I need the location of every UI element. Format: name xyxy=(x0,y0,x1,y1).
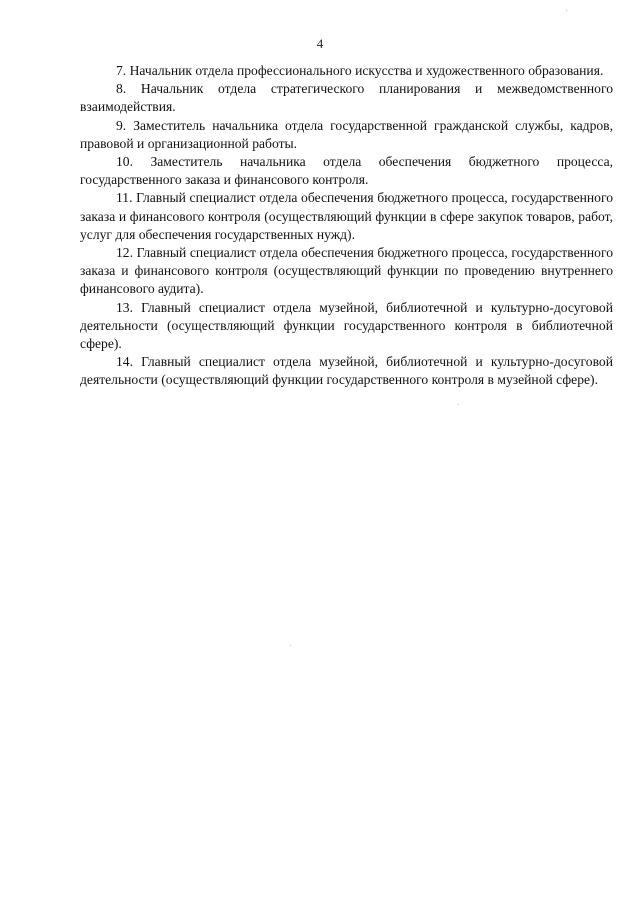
list-item: 11. Главный специалист отдела обеспечения бюджетного процесса, государственного заказа и финансового контроля (осуществляющий функции в сфере закупок товаров, работ, услуг для обеспечения государственных нужд). xyxy=(80,190,613,242)
list-item: 8. Начальник отдела стратегического планирования и межведомственного взаимодействия. xyxy=(80,81,613,115)
page-number: 4 xyxy=(316,36,324,51)
list-item: 9. Заместитель начальника отдела государственной гражданской службы, кадров, правовой и организационной работы. xyxy=(80,117,613,151)
scan-speck xyxy=(290,645,291,646)
list-item: 10. Заместитель начальника отдела обеспечения бюджетного процесса, государственного заказа и финансового контроля. xyxy=(80,154,613,188)
document-body xyxy=(80,62,613,390)
list-item: 7. Начальник отдела профессионального искусства и художественного образования. xyxy=(116,63,604,78)
list-item: 12. Главный специалист отдела обеспечения бюджетного процесса, государственного заказа и финансового контроля (осуществляющий функции по проведению внутреннего финансового аудита). xyxy=(80,245,613,297)
scan-speck xyxy=(458,404,459,405)
scan-speck xyxy=(566,10,567,11)
list-item: 14. Главный специалист отдела музейной, библиотечной и культурно-досуговой деятельности (осуществляющий функции государственного контроля в музейной сфере). xyxy=(80,354,613,388)
list-item: 13. Главный специалист отдела музейной, библиотечной и культурно-досуговой деятельности (осуществляющий функции государственного контроля в библиотечной сфере). xyxy=(80,299,613,352)
